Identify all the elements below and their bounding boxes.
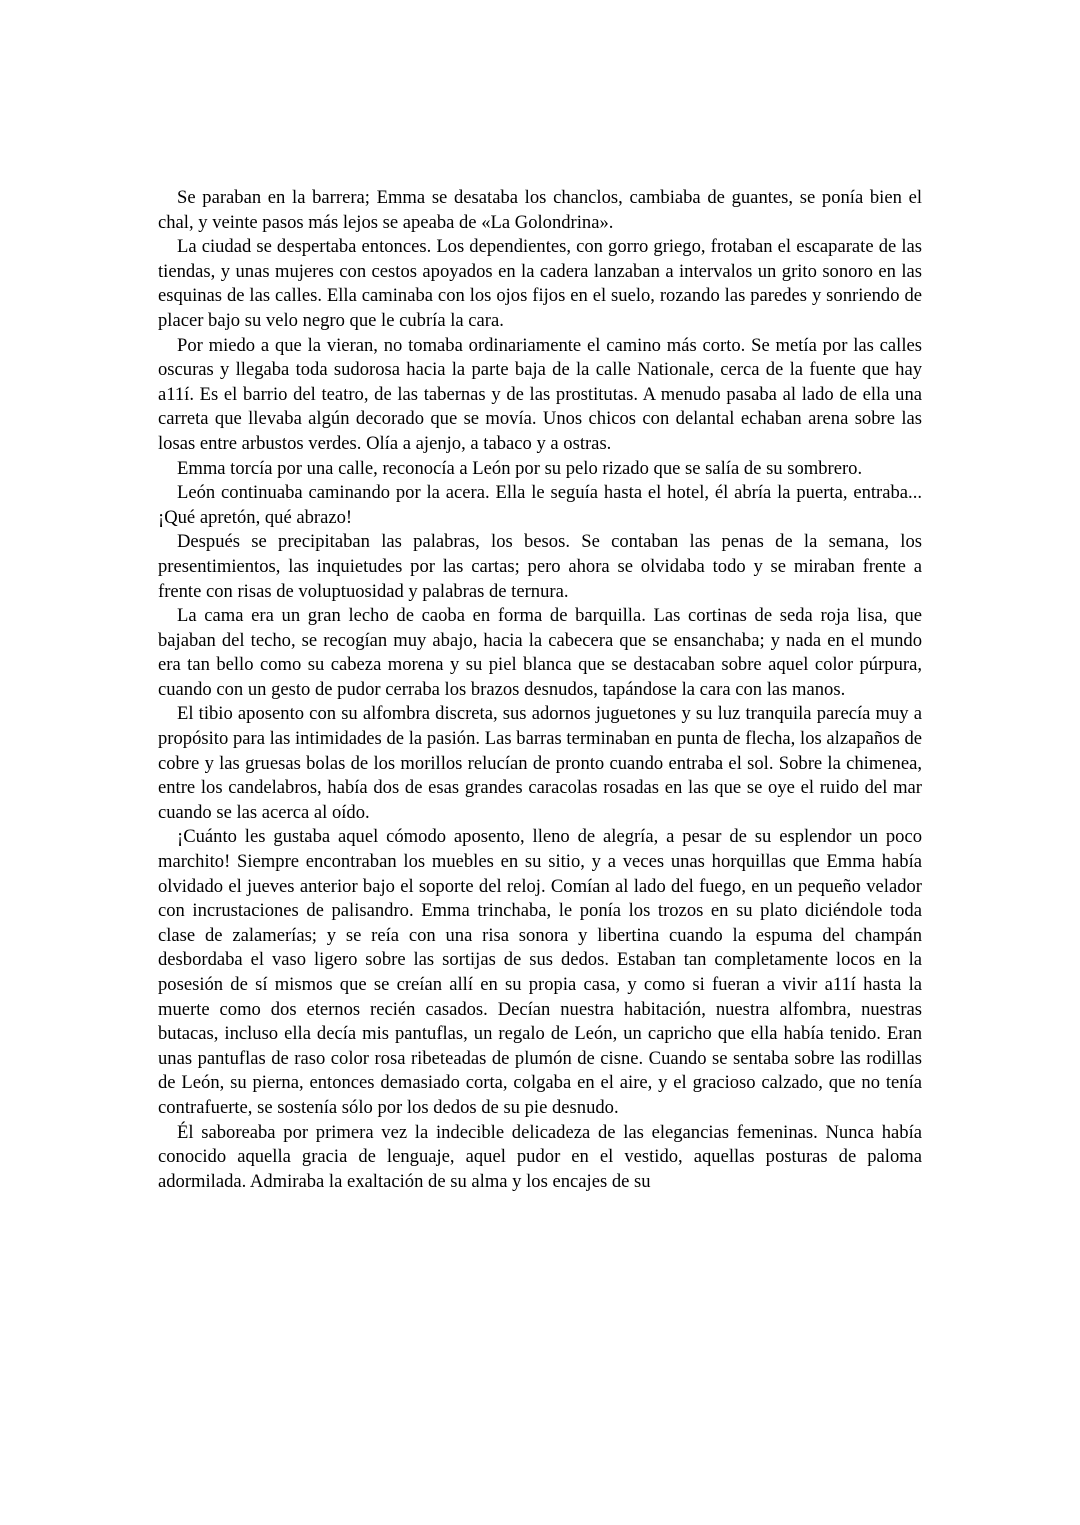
paragraph: Emma torcía por una calle, reconocía a León por su pelo rizado que se salía de su sombrero.: [177, 457, 863, 479]
body-text-column: [158, 186, 922, 1194]
paragraph: Por miedo a que la vieran, no tomaba ordinariamente el camino más corto. Se metía por las calles oscuras y llegaba toda sudorosa hacia la parte baja de la calle Nationale, cerca de la fuente que hay a11í. Es el barrio del teatro, de las tabernas y de las prostitutas. A menudo pasaba al lado de ella una carreta que llevaba algún decorado que se movía. Unos chicos con delantal echaban arena sobre las losas entre arbustos verdes. Olía a ajenjo, a tabaco y a ostras.: [158, 334, 922, 454]
paragraph: La ciudad se despertaba entonces. Los dependientes, con gorro griego, frotaban el escaparate de las tiendas, y unas mujeres con cestos apoyados en la cadera lanzaban a intervalos un grito sonoro en las esquinas de las calles. Ella caminaba con los ojos fijos en el suelo, rozando las paredes y sonriendo de placer bajo su velo negro que le cubría la cara.: [158, 236, 922, 331]
paragraph: León continuaba caminando por la acera. Ella le seguía hasta el hotel, él abría la puerta, entraba... ¡Qué apretón, qué abrazo!: [158, 482, 922, 528]
paragraph: Él saboreaba por primera vez la indecible delicadeza de las elegancias femeninas. Nunca había conocido aquella gracia de lenguaje, aquel pudor en el vestido, aquellas posturas de paloma adormilada. Admiraba la exaltación de su alma y los encajes de su: [158, 1121, 922, 1192]
paragraph: Después se precipitaban las palabras, los besos. Se contaban las penas de la semana, los presentimientos, las inquietudes por las cartas; pero ahora se olvidaba todo y se miraban frente a frente con risas de voluptuosidad y palabras de ternura.: [158, 531, 922, 602]
paragraph: La cama era un gran lecho de caoba en forma de barquilla. Las cortinas de seda roja lisa, que bajaban del techo, se recogían muy abajo, hacia la cabecera que se ensanchaba; y nada en el mundo era tan bello como su cabeza morena y su piel blanca que se destacaban sobre aquel color púrpura, cuando con un gesto de pudor cerraba los brazos desnudos, tapándose la cara con las manos.: [158, 605, 922, 700]
paragraph: ¡Cuánto les gustaba aquel cómodo aposento, lleno de alegría, a pesar de su esplendor un poco marchito! Siempre encontraban los muebles en su sitio, y a veces unas horquillas que Emma había olvidado el jueves anterior bajo el soporte del reloj. Comían al lado del fuego, en un pequeño velador con incrustaciones de palisandro. Emma trinchaba, le ponía los trozos en su plato diciéndole toda clase de zalamerías; y se reía con una risa sonora y libertina cuando la espuma del champán desbordaba el vaso ligero sobre las sortijas de sus dedos. Estaban tan completamente locos en la posesión de sí mismos que se creían allí en su propia casa, y como si fueran a vivir a11í hasta la muerte como dos eternos recién casados. Decían nuestra habitación, nuestra alfombra, nuestras butacas, incluso ella decía mis pantuflas, un regalo de León, un capricho que ella había tenido. Eran unas pantuflas de raso color rosa ribeteadas de plumón de cisne. Cuando se sentaba sobre las rodillas de León, su pierna, entonces demasiado corta, colgaba en el aire, y el gracioso calzado, que no tenía contrafuerte, se sostenía sólo por los dedos de su pie desnudo.: [158, 826, 922, 1118]
paragraph: El tibio aposento con su alfombra discreta, sus adornos juguetones y su luz tranquila parecía muy a propósito para las intimidades de la pasión. Las barras terminaban en punta de flecha, los alzapaños de cobre y las gruesas bolas de los morillos relucían de pronto cuando entraba el sol. Sobre la chimenea, entre los candelabros, había dos de esas grandes caracolas rosadas en las que se oye el ruido del mar cuando se las acerca al oído.: [158, 703, 922, 823]
paragraph: Se paraban en la barrera; Emma se desataba los chanclos, cambiaba de guantes, se ponía bien el chal, y veinte pasos más lejos se apeaba de «La Golondrina».: [158, 187, 922, 233]
